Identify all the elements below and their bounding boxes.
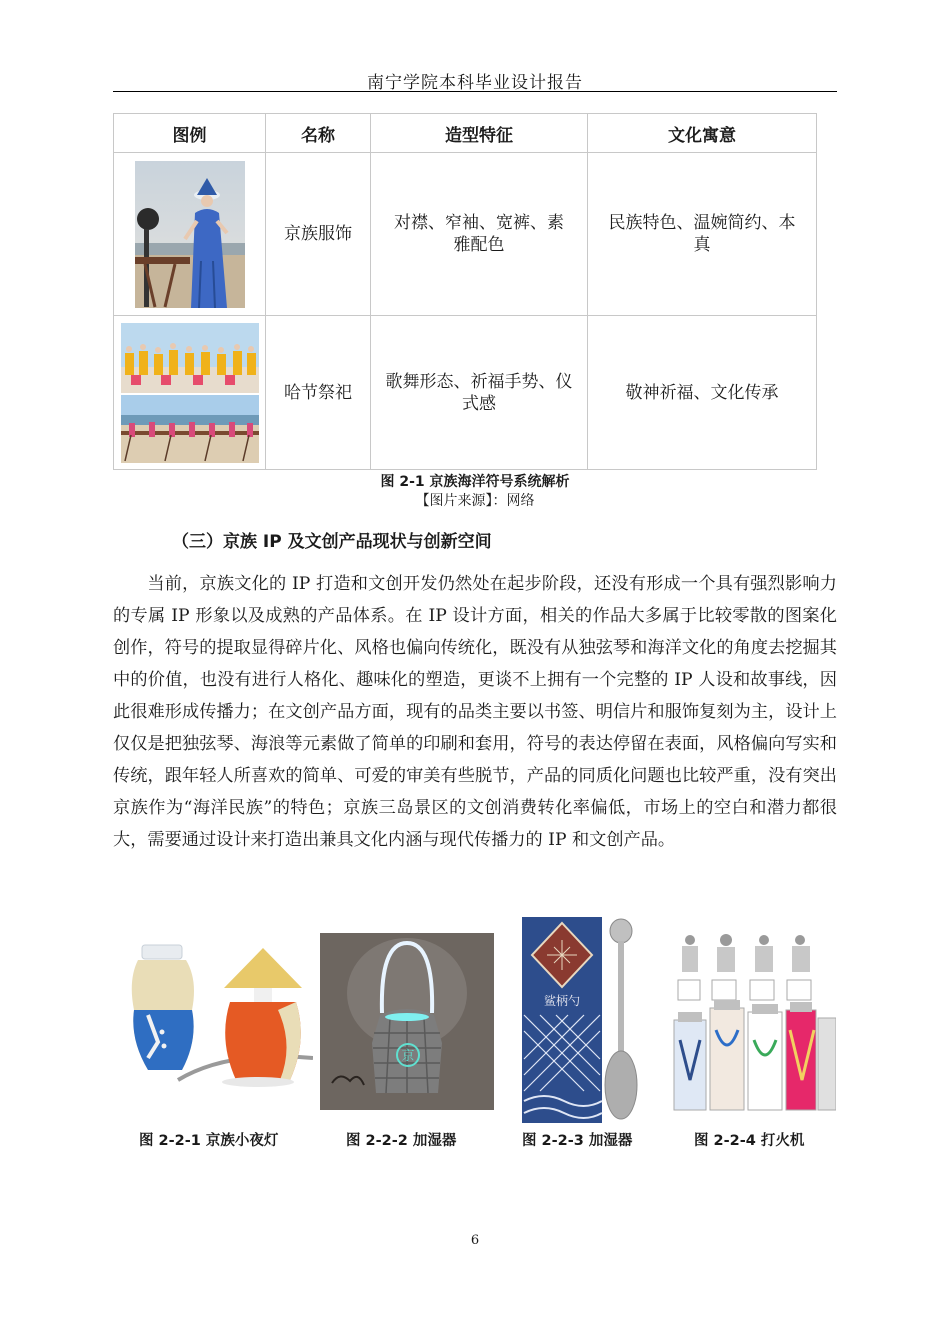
festival-photo: [121, 323, 259, 463]
table-header-cell: 名称: [266, 114, 371, 153]
body-paragraph: 当前，京族文化的 IP 打造和文创开发仍然处在起步阶段，还没有形成一个具有强烈影响力的专属 IP 形象以及成熟的产品体系。在 IP 设计方面，相关的作品大多属于比较零散的图案化创作，符号的提取显得碎片化、风格也偏向传统化，既没有从独弦琴和海洋文化的角度去挖掘其中的价值，也没有进行人格化、趣味化的塑造，更谈不上拥有一个完整的 IP 人设和故事线，因此很难形成传播力；在文创产品方面，现有的品类主要以书签、明信片和服饰复刻为主，设计上仅仅是把独弦琴、海浪等元素做了简单的印刷和套用，符号的表达停留在表面，风格偏向写实和传统，跟年轻人所喜欢的简单、可爱的审美有些脱节，产品的同质化问题也比较严重，没有突出京族作为“海洋民族”的特色；京族三岛景区的文创消费转化率偏低，市场上的空白和潜力都很大，需要通过设计来打造出兼具文化内涵与现代传播力的 IP 和文创产品。: [113, 574, 837, 850]
table-cell-meaning: 敬神祈福、文化传承: [588, 316, 817, 470]
table-header-cell: 文化寓意: [588, 114, 817, 153]
legend-cell: [114, 153, 266, 316]
figure-caption: 图 2-2-1 京族小夜灯: [139, 1133, 279, 1149]
spoon-package-image: [520, 915, 662, 1125]
page-header: 南宁学院本科毕业设计报告: [367, 73, 583, 93]
figure-caption: 图 2-2-2 加湿器: [346, 1133, 457, 1149]
costume-photo: [135, 161, 245, 308]
table-cell-name: 京族服饰: [266, 153, 371, 316]
table-row: [114, 153, 817, 316]
symbol-table: [113, 113, 817, 470]
table-header-cell: 造型特征: [371, 114, 588, 153]
figure-caption: 图 2-1 京族海洋符号系统解析: [380, 474, 570, 490]
figure-source: 【图片来源】：网络: [415, 493, 535, 509]
figure-caption: 图 2-2-4 打火机: [694, 1133, 805, 1149]
lighter-image: [672, 930, 836, 1112]
table-row: [114, 316, 817, 470]
night-lamp-image: [118, 930, 313, 1100]
table-header-cell: 图例: [114, 114, 266, 153]
table-cell-feature: 对襟、窄袖、宽裤、素雅配色: [371, 153, 588, 316]
table-cell-name: 哈节祭祀: [266, 316, 371, 470]
table-cell-meaning: 民族特色、温婉简约、本真: [588, 153, 817, 316]
section-heading: （三）京族 IP 及文创产品现状与创新空间: [172, 532, 492, 552]
humidifier-logo-text: 京: [401, 1049, 415, 1064]
humidifier-image: [320, 933, 494, 1110]
figure-caption: 图 2-2-3 加湿器: [522, 1133, 633, 1149]
page-number: 6: [470, 1233, 480, 1248]
legend-cell: [114, 316, 266, 470]
header-rule: [113, 91, 837, 92]
spoon-package-label: 鲨柄勺: [543, 994, 581, 1008]
table-cell-feature: 歌舞形态、祈福手势、仪式感: [371, 316, 588, 470]
table-header-row: [114, 114, 817, 153]
